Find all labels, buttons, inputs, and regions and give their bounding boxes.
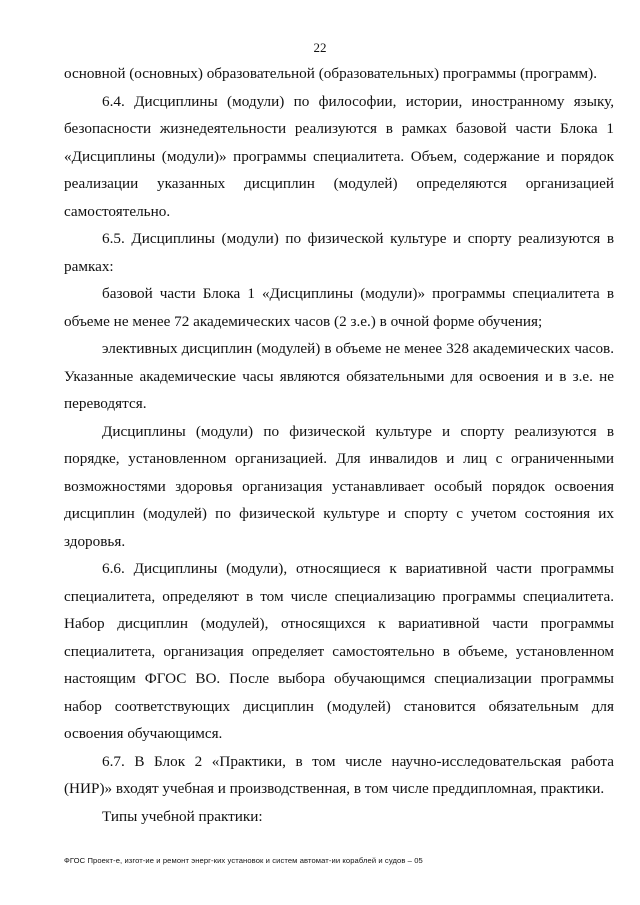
paragraph: элективных дисциплин (модулей) в объеме не менее 328 академических часов. Указанные академические часы являются обязательными для освоения и в з.е. не переводятся.	[64, 340, 614, 412]
paragraph: базовой части Блока 1 «Дисциплины (модули)» программы специалитета в объеме не менее 72 академических часов (2 з.е.) в очной форме обучения;	[64, 285, 614, 330]
paragraph: 6.4. Дисциплины (модули) по философии, истории, иностранному языку, безопасности жизнедеятельности реализуются в рамках базовой части Блока 1 «Дисциплины (модули)» программы специалитета. Объем, содержание и порядок реализации указанных дисциплин (модулей) определяются организацией самостоятельно.	[64, 92, 614, 220]
paragraph: Дисциплины (модули) по физической культуре и спорту реализуются в порядке, установленном организацией. Для инвалидов и лиц с ограниченными возможностями здоровья организация устанавливает особый порядок освоения дисциплин (модулей) по физической культуре и спорту с учетом состояния их здоровья.	[64, 422, 614, 550]
paragraph: 6.6. Дисциплины (модули), относящиеся к вариативной части программы специалитета, определяют в том числе специализацию программы специалитета. Набор дисциплин (модулей), относящихся к вариативной части программы специалитета, организация определяет самостоятельно в объеме, установленном настоящим ФГОС ВО. После выбора обучающимся специализации программы набор соответствующих дисциплин (модулей) становится обязательным для освоения обучающимся.	[64, 560, 614, 742]
page-number: 22	[313, 40, 327, 55]
paragraph: 6.7. В Блок 2 «Практики, в том числе научно-исследовательская работа (НИР)» входят учебная и производственная, в том числе преддипломная, практики.	[64, 752, 614, 797]
document-body	[64, 60, 614, 830]
page-footer: ФГОС Проект-е, изгот-ие и ремонт энерг-ких установок и систем автомат-ии кораблей и судов – 05	[64, 856, 423, 865]
paragraph: 6.5. Дисциплины (модули) по физической культуре и спорту реализуются в рамках:	[64, 230, 614, 275]
paragraph: основной (основных) образовательной (образовательных) программы (программ).	[64, 65, 598, 82]
paragraph: Типы учебной практики:	[102, 807, 263, 825]
